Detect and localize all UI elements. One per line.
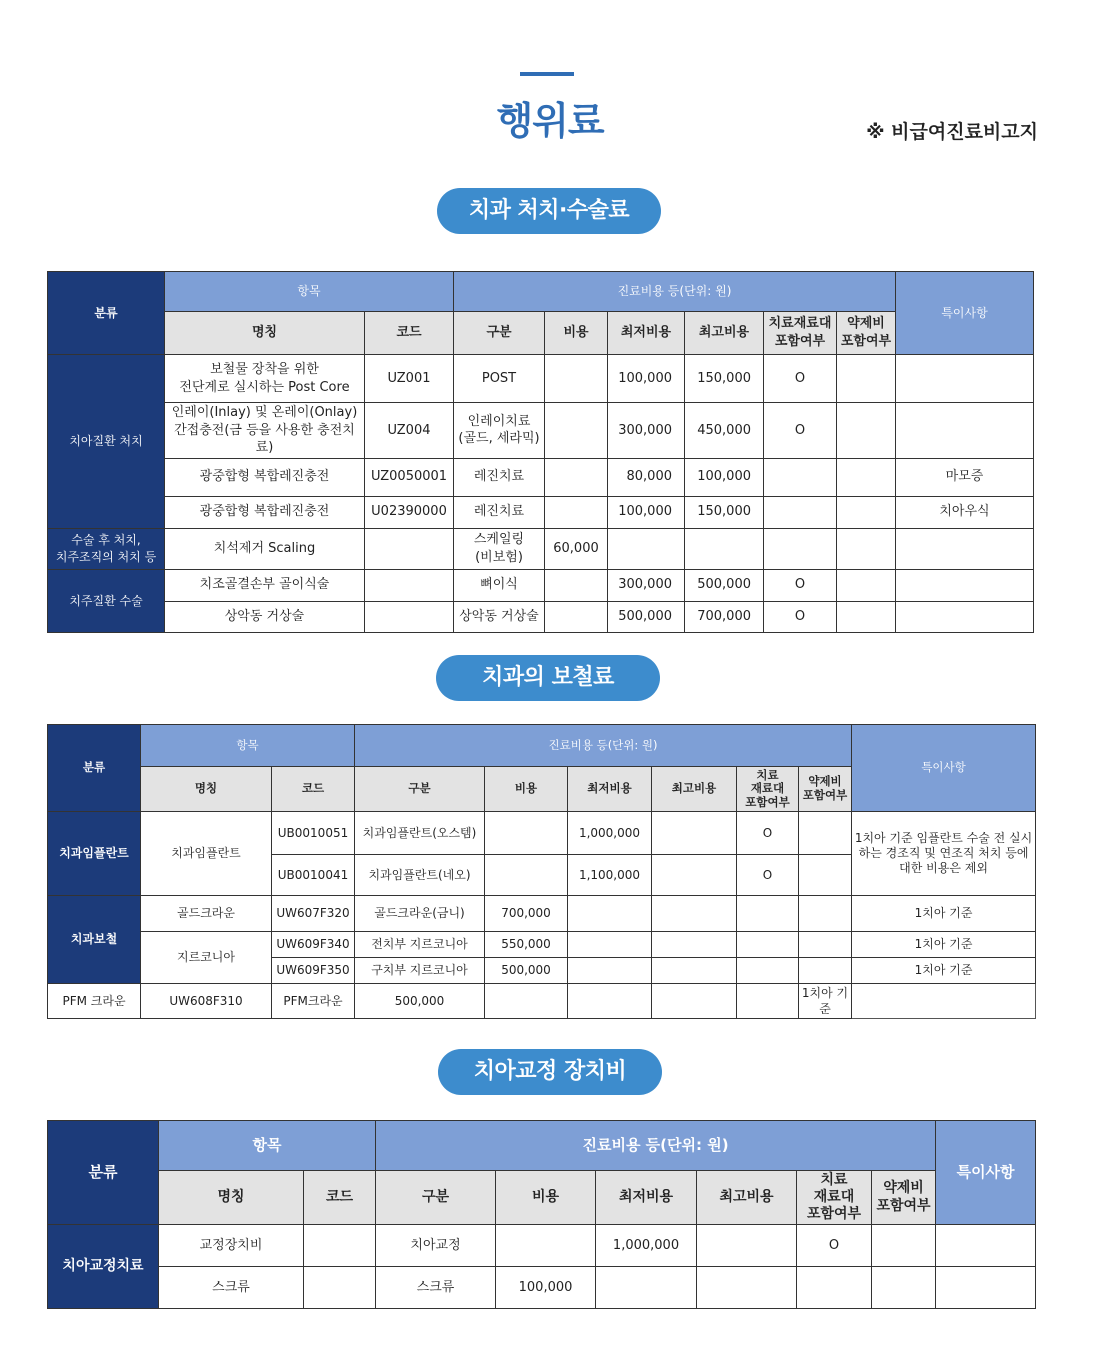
- item-note: [896, 355, 1034, 403]
- table-row: [48, 1267, 1036, 1309]
- item-material-flag: O: [764, 355, 837, 403]
- item-drug-flag: [799, 958, 852, 984]
- item-material-flag: [797, 1267, 872, 1309]
- item-min-cost: 1,000,000: [568, 812, 652, 855]
- item-max-cost: [685, 528, 764, 569]
- item-max-cost: [652, 958, 737, 984]
- header-material-included: 치료 재료대 포함여부: [737, 767, 799, 812]
- header-cost-group: 진료비용 등(단위: 원): [355, 725, 852, 767]
- item-division: 스케일링 (비보험): [454, 528, 545, 569]
- item-note: 1치아 기준: [852, 896, 1036, 932]
- item-drug-flag: [799, 896, 852, 932]
- item-drug-flag: [837, 403, 896, 459]
- item-name: 치석제거 Scaling: [165, 528, 365, 569]
- table-row: [48, 984, 1036, 1019]
- surgery-fee-table: [47, 271, 1034, 633]
- non-covered-notice: ※ 비급여진료비고지: [866, 121, 1038, 143]
- header-name: 명칭: [159, 1171, 304, 1225]
- header-item: 항목: [159, 1121, 376, 1171]
- item-division: 치과임플란트(오스템): [355, 812, 485, 855]
- item-drug-flag: [872, 1267, 936, 1309]
- header-code: 코드: [365, 312, 454, 355]
- header-max-cost: 최고비용: [685, 312, 764, 355]
- item-division: 레진치료: [454, 458, 545, 496]
- header-special: 특이사항: [852, 725, 1036, 812]
- table-row: [48, 403, 1034, 459]
- item-material-flag: O: [764, 569, 837, 601]
- item-code: UW608F310: [141, 984, 272, 1019]
- item-max-cost: 450,000: [685, 403, 764, 459]
- item-min-cost: 1,100,000: [568, 855, 652, 896]
- item-cost: 500,000: [355, 984, 485, 1019]
- item-note: 1치아 기준: [852, 958, 1036, 984]
- item-max-cost: 100,000: [685, 458, 764, 496]
- item-material-flag: [764, 528, 837, 569]
- item-cost: [545, 355, 608, 403]
- table-row: [48, 569, 1034, 601]
- category-cell: 수술 후 처치, 치주조직의 처치 등: [48, 528, 165, 569]
- item-cost: [545, 569, 608, 601]
- item-note: 1치아 기준: [799, 984, 852, 1019]
- item-code: UZ004: [365, 403, 454, 459]
- item-division: 전치부 지르코니아: [355, 932, 485, 958]
- item-cost: 500,000: [485, 958, 568, 984]
- header-item: 항목: [165, 272, 454, 312]
- item-max-cost: [697, 1225, 797, 1267]
- header-cost: 비용: [485, 767, 568, 812]
- item-cost: [545, 403, 608, 459]
- title-accent-line: [520, 72, 574, 76]
- item-drug-flag: [837, 569, 896, 601]
- item-min-cost: 300,000: [608, 569, 685, 601]
- header-drug-included: 약제비 포함여부: [872, 1171, 936, 1225]
- header-min-cost: 최저비용: [596, 1171, 697, 1225]
- item-max-cost: 150,000: [685, 355, 764, 403]
- header-classification: 분류: [48, 1121, 159, 1225]
- item-min-cost: 1,000,000: [596, 1225, 697, 1267]
- item-note: [896, 403, 1034, 459]
- item-name: 광중합형 복합레진충전: [165, 496, 365, 528]
- item-code: UB0010041: [272, 855, 355, 896]
- table-row: [48, 1225, 1036, 1267]
- item-min-cost: [485, 984, 568, 1019]
- item-name: 광중합형 복합레진충전: [165, 458, 365, 496]
- item-drug-flag: [737, 984, 799, 1019]
- item-min-cost: 80,000: [608, 458, 685, 496]
- item-cost: 550,000: [485, 932, 568, 958]
- table-row: [48, 496, 1034, 528]
- item-drug-flag: [799, 855, 852, 896]
- item-name: 보철물 장착을 위한 전단계로 실시하는 Post Core: [165, 355, 365, 403]
- item-note: [896, 528, 1034, 569]
- table-row: [48, 528, 1034, 569]
- item-code: UB0010051: [272, 812, 355, 855]
- item-division: 골드크라운(금니): [355, 896, 485, 932]
- item-division: 치아교정: [376, 1225, 496, 1267]
- item-max-cost: 700,000: [685, 601, 764, 632]
- item-division: 인레이치료 (골드, 세라믹): [454, 403, 545, 459]
- item-division: 치과임플란트(네오): [355, 855, 485, 896]
- table-row: [48, 458, 1034, 496]
- item-note: [936, 1267, 1036, 1309]
- item-material-flag: O: [764, 403, 837, 459]
- header-min-cost: 최저비용: [608, 312, 685, 355]
- category-cell: 치과임플란트: [48, 812, 141, 896]
- item-name: 인레이(Inlay) 및 온레이(Onlay) 간접충전(금 등을 사용한 충전치료): [165, 403, 365, 459]
- section-pill-orthodontics: 치아교정 장치비: [438, 1049, 662, 1095]
- header-material-included: 치료 재료대 포함여부: [797, 1171, 872, 1225]
- category-cell: 치주질환 수술: [48, 569, 165, 632]
- item-note: 치아우식: [896, 496, 1034, 528]
- item-name: 지르코니아: [141, 932, 272, 984]
- table-row: [48, 355, 1034, 403]
- item-code: U02390000: [365, 496, 454, 528]
- item-division: 스크류: [376, 1267, 496, 1309]
- item-division: 상악동 거상술: [454, 601, 545, 632]
- prosthetics-fee-table: [47, 724, 1036, 1019]
- item-note: [936, 1225, 1036, 1267]
- item-drug-flag: [837, 496, 896, 528]
- item-code: UW609F350: [272, 958, 355, 984]
- header-special: 특이사항: [936, 1121, 1036, 1225]
- item-drug-flag: [872, 1225, 936, 1267]
- item-name: 골드크라운: [141, 896, 272, 932]
- item-min-cost: 300,000: [608, 403, 685, 459]
- item-name: 치과임플란트: [141, 812, 272, 896]
- item-cost: [485, 855, 568, 896]
- item-drug-flag: [837, 355, 896, 403]
- item-material-flag: [737, 932, 799, 958]
- item-min-cost: 100,000: [608, 355, 685, 403]
- item-drug-flag: [799, 812, 852, 855]
- header-min-cost: 최저비용: [568, 767, 652, 812]
- item-division: 구치부 지르코니아: [355, 958, 485, 984]
- item-code: UW609F340: [272, 932, 355, 958]
- header-division: 구분: [355, 767, 485, 812]
- item-name: PFM 크라운: [48, 984, 141, 1019]
- item-max-cost: [652, 855, 737, 896]
- item-division: 뼈이식: [454, 569, 545, 601]
- item-max-cost: [652, 932, 737, 958]
- header-division: 구분: [376, 1171, 496, 1225]
- item-name: 스크류: [159, 1267, 304, 1309]
- table-row: [48, 812, 1036, 855]
- item-drug-flag: [837, 458, 896, 496]
- item-material-flag: O: [764, 601, 837, 632]
- category-cell: 치아교정치료: [48, 1225, 159, 1309]
- item-division: 레진치료: [454, 496, 545, 528]
- item-name: 치조골결손부 골이식술: [165, 569, 365, 601]
- header-item: 항목: [141, 725, 355, 767]
- item-material-flag: [737, 896, 799, 932]
- item-cost: [496, 1225, 596, 1267]
- item-material-flag: O: [737, 812, 799, 855]
- item-code: [304, 1267, 376, 1309]
- item-material-flag: O: [737, 855, 799, 896]
- item-note: 1치아 기준: [852, 932, 1036, 958]
- item-max-cost: 500,000: [685, 569, 764, 601]
- table-row: [48, 896, 1036, 932]
- item-cost: [545, 496, 608, 528]
- item-min-cost: 500,000: [608, 601, 685, 632]
- header-cost: 비용: [545, 312, 608, 355]
- item-cost: 60,000: [545, 528, 608, 569]
- item-material-flag: [764, 458, 837, 496]
- header-code: 코드: [272, 767, 355, 812]
- item-min-cost: [568, 896, 652, 932]
- header-drug-included: 약제비 포함여부: [837, 312, 896, 355]
- page-title: 행위료: [496, 99, 604, 143]
- header-code: 코드: [304, 1171, 376, 1225]
- header-material-included: 치료재료대 포함여부: [764, 312, 837, 355]
- item-min-cost: [568, 932, 652, 958]
- item-code: [365, 601, 454, 632]
- header-special: 특이사항: [896, 272, 1034, 355]
- table-row: [48, 601, 1034, 632]
- item-drug-flag: [837, 528, 896, 569]
- item-material-flag: [737, 958, 799, 984]
- item-cost: [545, 458, 608, 496]
- table-row: [48, 932, 1036, 958]
- implant-note: 1치아 기준 임플란트 수술 전 실시 하는 경조직 및 연조직 처치 등에 대한 비용은 제외: [852, 812, 1036, 896]
- item-min-cost: 100,000: [608, 496, 685, 528]
- item-max-cost: [697, 1267, 797, 1309]
- section-pill-prosthetics: 치과의 보철료: [436, 655, 660, 701]
- item-material-flag: [652, 984, 737, 1019]
- item-max-cost: [568, 984, 652, 1019]
- category-cell: 치과보철: [48, 896, 141, 984]
- item-code: [365, 569, 454, 601]
- header-division: 구분: [454, 312, 545, 355]
- item-code: UZ001: [365, 355, 454, 403]
- item-max-cost: 150,000: [685, 496, 764, 528]
- item-name: 상악동 거상술: [165, 601, 365, 632]
- item-max-cost: [652, 896, 737, 932]
- header-cost-group: 진료비용 등(단위: 원): [454, 272, 896, 312]
- header-max-cost: 최고비용: [697, 1171, 797, 1225]
- item-name: 교정장치비: [159, 1225, 304, 1267]
- item-cost: 700,000: [485, 896, 568, 932]
- section-pill-surgery: 치과 처치·수술료: [437, 188, 661, 234]
- item-drug-flag: [799, 932, 852, 958]
- item-drug-flag: [837, 601, 896, 632]
- item-note: [896, 569, 1034, 601]
- header-cost: 비용: [496, 1171, 596, 1225]
- item-code: [304, 1225, 376, 1267]
- item-material-flag: [764, 496, 837, 528]
- header-name: 명칭: [165, 312, 365, 355]
- category-cell: 치아질환 처치: [48, 355, 165, 529]
- header-max-cost: 최고비용: [652, 767, 737, 812]
- item-note: 마모증: [896, 458, 1034, 496]
- header-drug-included: 약제비 포함여부: [799, 767, 852, 812]
- item-division: PFM크라운: [272, 984, 355, 1019]
- item-cost: [485, 812, 568, 855]
- item-code: UW607F320: [272, 896, 355, 932]
- header-name: 명칭: [141, 767, 272, 812]
- item-max-cost: [652, 812, 737, 855]
- item-cost: 100,000: [496, 1267, 596, 1309]
- item-note: [896, 601, 1034, 632]
- item-code: UZ0050001: [365, 458, 454, 496]
- orthodontic-fee-table: [47, 1120, 1036, 1309]
- item-min-cost: [608, 528, 685, 569]
- item-material-flag: O: [797, 1225, 872, 1267]
- header-cost-group: 진료비용 등(단위: 원): [376, 1121, 936, 1171]
- item-min-cost: [596, 1267, 697, 1309]
- item-division: POST: [454, 355, 545, 403]
- header-classification: 분류: [48, 725, 141, 812]
- header-classification: 분류: [48, 272, 165, 355]
- item-code: [365, 528, 454, 569]
- item-cost: [545, 601, 608, 632]
- item-min-cost: [568, 958, 652, 984]
